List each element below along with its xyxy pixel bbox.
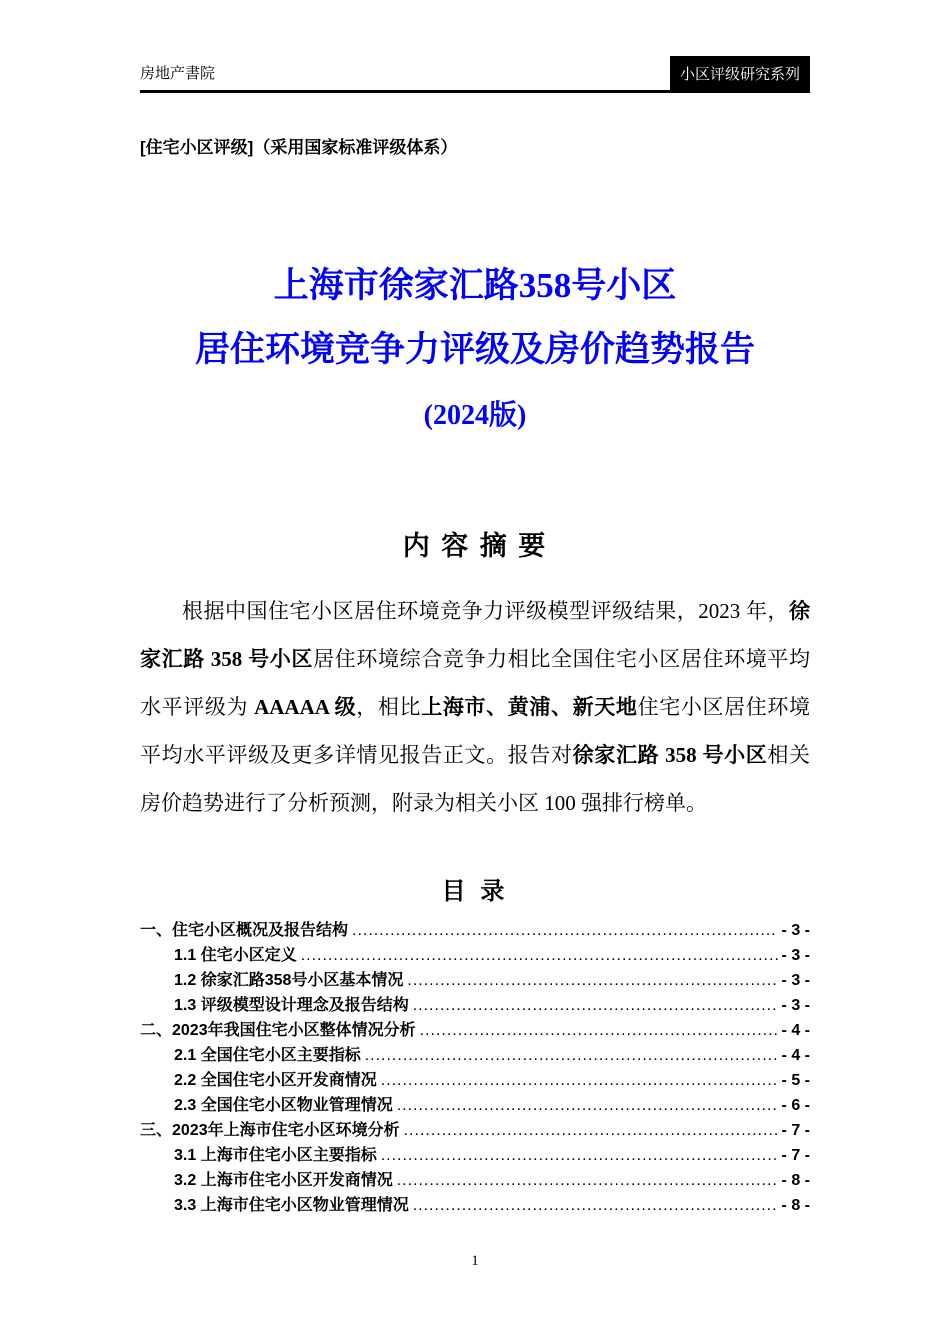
toc-item[interactable]	[140, 968, 810, 993]
summary-text-segment: 相关房价趋势进行了分析预测，附录为相关小区 100 强排行榜单。	[140, 743, 811, 815]
toc-item-label: 2.3 全国住宅小区物业管理情况	[174, 1097, 393, 1114]
toc-heading: 目 录	[441, 878, 509, 905]
toc-item-label: 3.1 上海市住宅小区主要指标	[174, 1147, 377, 1164]
toc-list	[140, 918, 810, 1218]
toc-page-number: - 3 -	[781, 947, 810, 964]
toc-item-label: 1.3 评级模型设计理念及报告结构	[174, 997, 409, 1014]
toc-leader-dots	[301, 943, 778, 968]
toc-item[interactable]	[140, 918, 810, 943]
page-header	[140, 56, 810, 93]
toc-leader-dots	[407, 968, 777, 993]
doc-subtitle: [住宅小区评级]（采用国家标准评级体系）	[140, 138, 458, 157]
summary-text-segment: 徐家汇路 358 号小区	[572, 743, 768, 767]
toc-item[interactable]	[140, 943, 810, 968]
page-number: 1	[471, 1253, 479, 1269]
toc-page-number: - 8 -	[781, 1197, 810, 1214]
toc-leader-dots	[381, 1068, 778, 1093]
header-series-badge: 小区评级研究系列	[670, 56, 810, 90]
toc-item-label: 1.1 住宅小区定义	[174, 947, 297, 964]
toc-item[interactable]	[140, 1068, 810, 1093]
toc-leader-dots	[365, 1043, 778, 1068]
toc-item-label: 1.2 徐家汇路358号小区基本情况	[174, 972, 404, 989]
toc-leader-dots	[352, 918, 778, 943]
toc-item[interactable]	[140, 993, 810, 1018]
toc-item[interactable]	[140, 1168, 810, 1193]
report-title-line1: 上海市徐家汇路358号小区	[273, 266, 677, 305]
toc-leader-dots	[381, 1143, 778, 1168]
toc-page-number: - 4 -	[781, 1047, 810, 1064]
toc-item[interactable]	[140, 1118, 810, 1143]
header-left-text: 房地产書院	[140, 66, 216, 82]
summary-text-segment: 上海市、黄浦、新天地	[421, 695, 638, 719]
toc-item[interactable]	[140, 1143, 810, 1168]
toc-page-number: - 5 -	[781, 1072, 810, 1089]
toc-page-number: - 3 -	[781, 972, 810, 989]
report-title-edition: (2024版)	[423, 400, 527, 431]
report-title-line2: 居住环境竞争力评级及房价趋势报告	[194, 330, 755, 369]
toc-item-label: 3.3 上海市住宅小区物业管理情况	[174, 1197, 409, 1214]
summary-text-segment: 根据中国住宅小区居住环境竞争力评级模型评级结果，2023 年，	[182, 599, 789, 623]
toc-leader-dots	[404, 1118, 778, 1143]
toc-leader-dots	[413, 1193, 778, 1218]
summary-heading: 内 容 摘 要	[402, 531, 548, 561]
toc-item[interactable]	[140, 1193, 810, 1218]
toc-page-number: - 4 -	[781, 1022, 810, 1039]
toc-item-label: 三、2023年上海市住宅小区环境分析	[140, 1122, 400, 1139]
toc-page-number: - 3 -	[781, 997, 810, 1014]
toc-item-label: 2.1 全国住宅小区主要指标	[174, 1047, 361, 1064]
toc-item-label: 二、2023年我国住宅小区整体情况分析	[140, 1022, 416, 1039]
summary-text-segment: AAAAA 级	[254, 695, 357, 719]
toc-item-label: 2.2 全国住宅小区开发商情况	[174, 1072, 377, 1089]
toc-leader-dots	[397, 1093, 778, 1118]
toc-item[interactable]	[140, 1043, 810, 1068]
toc-page-number: - 6 -	[781, 1097, 810, 1114]
toc-leader-dots	[420, 1018, 778, 1043]
toc-item-label: 3.2 上海市住宅小区开发商情况	[174, 1172, 393, 1189]
toc-leader-dots	[397, 1168, 778, 1193]
summary-text-segment: 居住环境综合竞争力相比全国住宅小区居住环境平均水平评级为	[140, 647, 811, 719]
title-block	[140, 254, 810, 446]
toc-leader-dots	[413, 993, 778, 1018]
summary-text-segment: 住宅小区居住环境平均水平评级及更多详情见报告正文。报告对	[140, 695, 811, 767]
toc-item[interactable]	[140, 1093, 810, 1118]
toc-item-label: 一、住宅小区概况及报告结构	[140, 922, 349, 939]
toc-page-number: - 7 -	[781, 1122, 810, 1139]
toc-page-number: - 3 -	[781, 922, 810, 939]
summary-text-segment: 徐家汇路 358 号小区	[140, 599, 810, 671]
toc-page-number: - 7 -	[781, 1147, 810, 1164]
toc-item[interactable]	[140, 1018, 810, 1043]
toc-page-number: - 8 -	[781, 1172, 810, 1189]
summary-text-segment: ，相比	[356, 695, 422, 719]
summary-paragraph	[140, 587, 810, 827]
